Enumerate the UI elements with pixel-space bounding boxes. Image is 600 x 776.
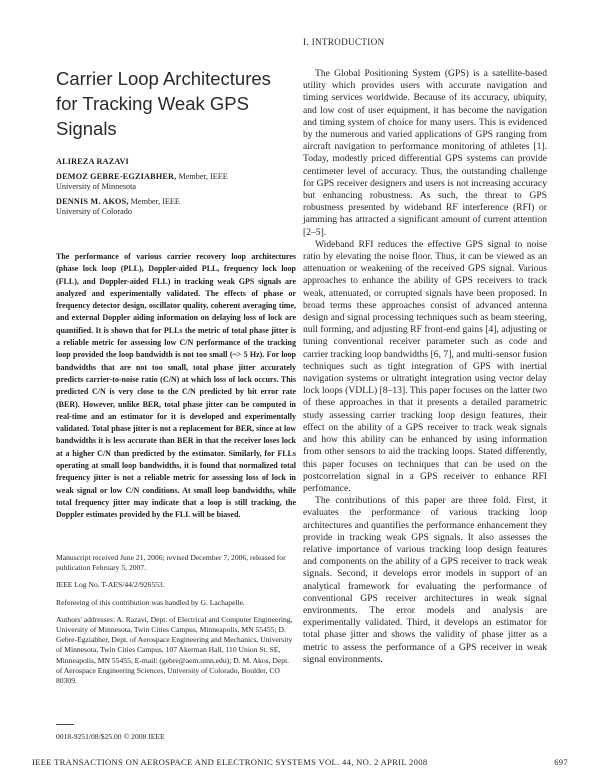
introduction-body [303,68,547,666]
author-name: DEMOZ GEBRE-EGZIABHER, [56,172,177,181]
author-affiliation: University of Colorado [56,207,132,216]
author-name: ALIREZA RAZAVI [56,157,129,166]
author-name: DENNIS M. AKOS, [56,197,129,206]
author-3 [56,197,286,217]
abstract [56,251,296,522]
section-heading: I. INTRODUCTION [303,37,385,47]
author-membership: Member, IEEE [128,197,180,206]
author-membership: Member, IEEE [176,172,228,181]
abstract-text: The performance of various carrier recovery loop architectures (phase lock loop (PLL), Doppler-aided PLL, frequency lock loop (FLL), and Doppler-aided FLL) in tracking weak GPS signals are analyzed and experimentally validated. The effects of phase or frequency detector design, oscillator quality, coherent averaging time, and external Doppler aiding information on delaying loss of lock are quantified. It is shown that for PLLs the metric of total phase jitter is a reliable metric for assessing low C/N performance of the tracking loop provided the loop bandwidth is not too small (~> 5 Hz). For loop bandwidths that are not too small, total phase jitter accurately predicts carrier-to-noise ratio (C/N) at which loss of lock occurs. This predicted C/N is very close to the C/N predicted by bit error rate (BER). However, unlike BER, total phase jitter can be computed in real-time and an estimator for it is developed and experimentally validated. Total phase jitter is not a replacement for BER, since at low bandwidths it is less accurate than BER in that the receiver loses lock at a higher C/N than predicted by the estimator. Similarly, for FLLs operating at small loop bandwidths, it is found that normalized total frequency jitter is not a reliable metric for assessing loss of lock in weak signal or low C/N conditions. At small loop bandwidths, while total frequency jitter may indicate that a loop is still tracking, the Doppler estimates provided by the FLL will be biased. [56,252,296,520]
intro-paragraph: Wideband RFI reduces the effective GPS signal to noise ratio by elevating the noise floor. Thus, it can be viewed as an attenuation or weakening of the received GPS signal. Various approaches to enhance the ability of GPS receivers to track weak, attenuated, or corrupted signals have been proposed. In broad terms these approaches consist of advanced antenna design and signal processing techniques such as beam steering, null forming, and adjusting RF front-end gains [4], adjusting or tuning conventional receiver parameter such as code and carrier tracking loop bandwidths [6, 7], and multi-sensor fusion techniques such as tight integration of GPS with inertial navigation systems or ultratight integration using vector delay lock loops (VDLL) [8–13]. This paper focuses on the latter two of these approaches in that it presents a detailed parametric study assessing carrier tracking loop design features, their effect on the ability of a GPS receiver to track weak signals and how this ability can be enhanced by using information from other sensors to aid the tracking loops. Stated differently, this paper focuses on techniques that can be used on the postcorrelation signal in a GPS receiver to enhance RFI perfomance. [303,238,547,494]
intro-paragraph: The Global Positioning System (GPS) is a satellite-based utility which provides users with accurate navigation and timing services worldwide. Because of its accuracy, ubiquity, and low cost of user equipment, it has become the navigation and timing system of choice for many users. This is evidenced by the numerous and varied applications of GPS ranging from aircraft navigation to performance monitoring of athletes [1]. Today, modestly priced differential GPS systems can provide centimeter level of accuracy. Thus, the outstanding challenge for GPS receiver designers and users is not increasing accuracy but enhancing robustness. As such, the threat to GPS robustness presented by wideband RF interference (RFI) or jamming has attracted a significant amount of current attention [2–5]. [303,68,547,238]
journal-name: IEEE TRANSACTIONS ON AEROSPACE AND ELECTRONIC SYSTEMS VOL. 44, NO. 2 APRIL 2008 [32,757,428,767]
page-number: 697 [554,757,568,767]
copyright: 0018-9251/08/$25.00 © 2008 IEEE [56,732,165,741]
page-footer [32,757,568,767]
author-2 [56,172,286,192]
note-log-number: IEEE Log No. T-AES/44/2/926553. [56,580,165,590]
manuscript-notes [56,553,296,693]
intro-paragraph: The contributions of this paper are three fold. First, it evaluates the performance of various tracking loop architectures and quantifies the performance enhancement they provide in tracking weak GPS signals. It also assesses the relative importance of various tracking loop design features and components on the ability of a GPS receiver to track weak signals. Second, it develops error models in support of an analytical framework for evaluating the performance of conventional GPS receiver architectures in weak signal environments. The error models and analysis are experimentally validated. Third, it develops an estimator for total phase jitter and shows the validity of phase jitter as a metric to assess the performance of a GPS receiver in weak signal environments. [303,495,547,665]
note-received: Manuscript received June 21, 2006; revised December 7, 2006, released for publication February 5, 2007. [56,553,286,573]
author-1 [56,157,286,167]
copyright-rule [56,724,74,725]
author-affiliation: University of Minnesota [56,182,137,191]
paper-title: Carrier Loop Architectures for Tracking Weak GPS Signals [56,68,271,139]
note-addresses: Authors' addresses: A. Razavi, Dept. of Electrical and Computer Engineering, University of Minnesota, Twin Cities Campus, Minneapolis, MN 55455; D. Gebre-Egziabher, Dept. of Aerospace Engineering and Mechanics, University of Minnesota, Twin Cities Campus, 107 Akerman Hall, 110 Union St. SE, Minneapolis, MN 55455, E-mail: (gebre@aem.umn.edu); D. M. Akos, Dept. of Aerospace Engineering Sciences, University of Colorado, Boulder, CO 80309. [56,614,293,686]
note-refereeing: Refereeing of this contribution was handled by G. Lachapelle. [56,597,245,607]
